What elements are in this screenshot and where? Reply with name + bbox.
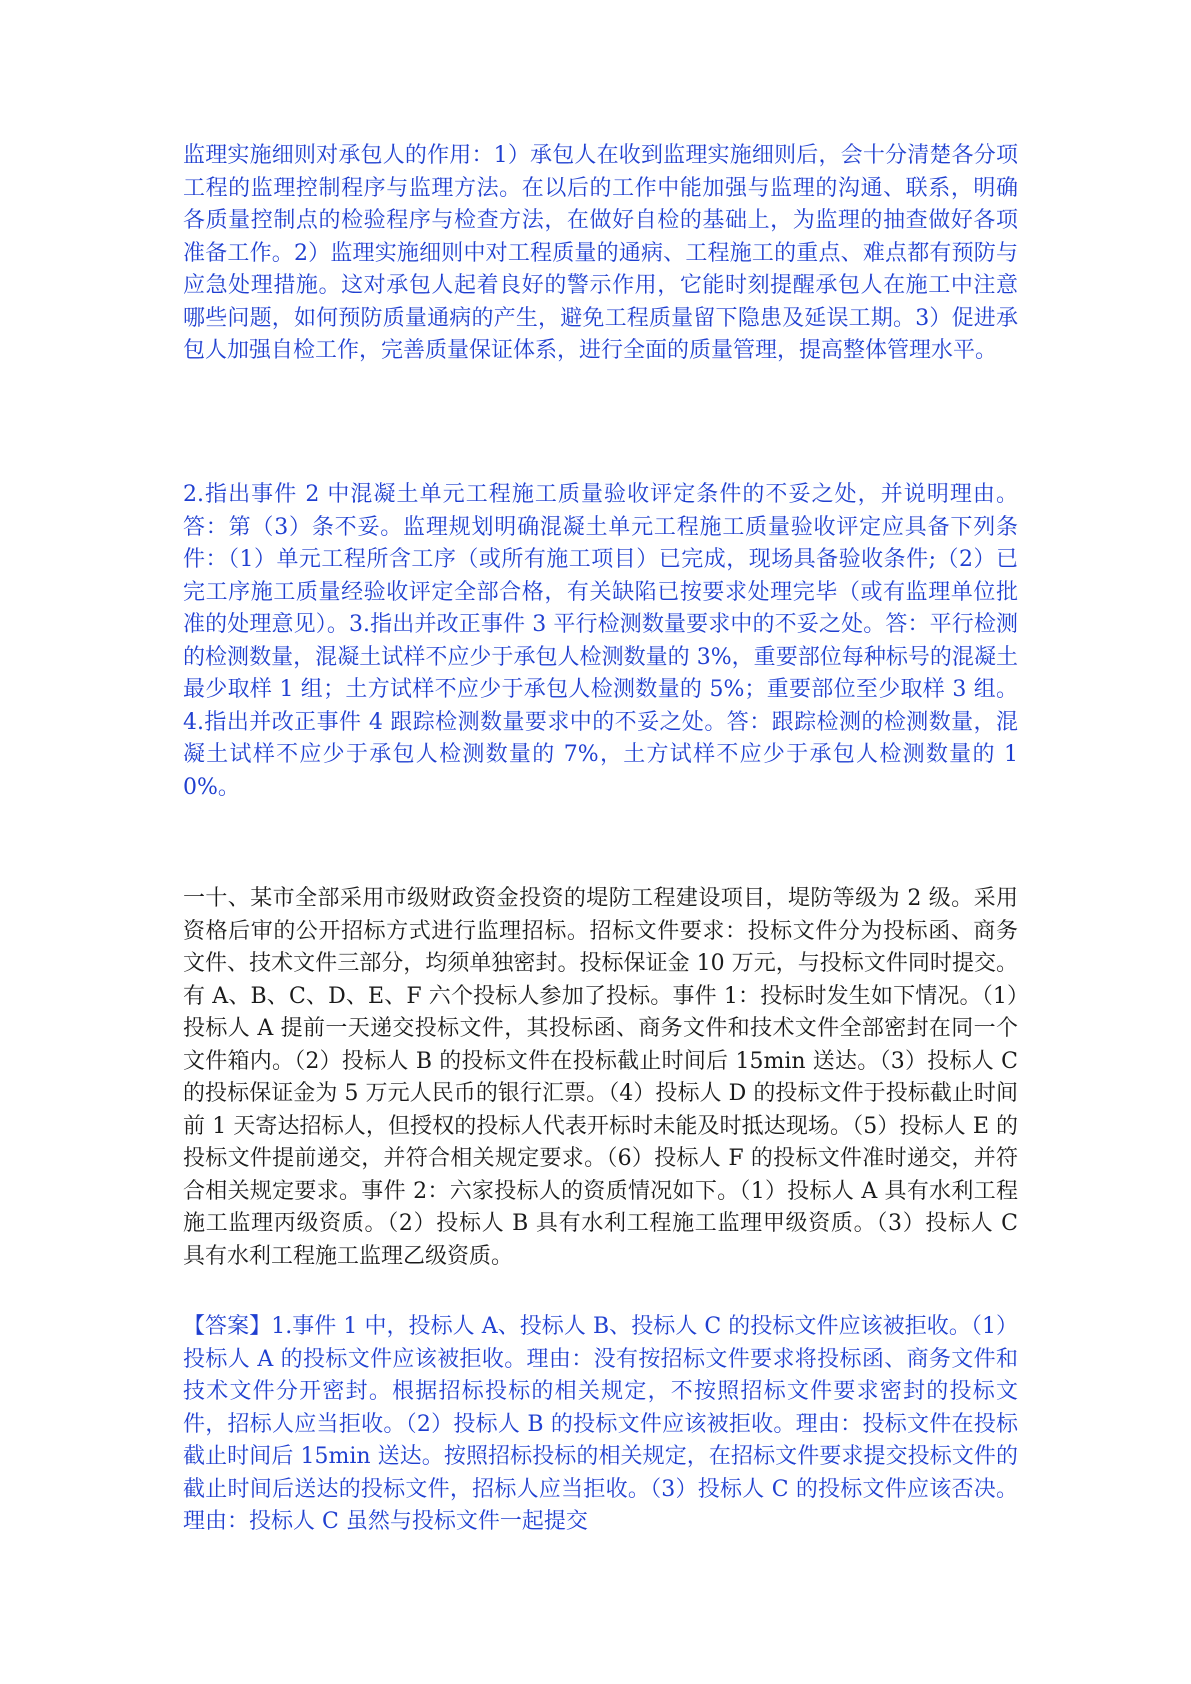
answer-paragraph-supervision-role: 监理实施细则对承包人的作用：1）承包人在收到监理实施细则后，会十分清楚各分项工程的监理控制程序与监理方法。在以后的工作中能加强与监理的沟通、联系，明确各质量控制点的检验程序与检查方法，在做好自检的基础上，为监理的抽查做好各项准备工作。2）监理实施细则中对工程质量的通病、工程施工的重点、难点都有预防与应急处理措施。这对承包人起着良好的警示作用，它能时刻提醒承包人在施工中注意哪些问题，如何预防质量通病的产生，避免工程质量留下隐患及延误工期。3）促进承包人加强自检工作，完善质量保证体系，进行全面的质量管理，提高整体管理水平。 — [183, 143, 1018, 363]
answer-paragraph-events-2-4: 2.指出事件 2 中混凝土单元工程施工质量验收评定条件的不妥之处，并说明理由。答：第（3）条不妥。监理规划明确混凝土单元工程施工质量验收评定应具备下列条件：（1）单元工程所含工序（或所有施工项目）已完成，现场具备验收条件;（2）已完工序施工质量经验收评定全部合格，有关缺陷已按要求处理完毕（或有监理单位批准的处理意见）。3.指出并改正事件 3 平行检测数量要求中的不妥之处。答：平行检测的检测数量，混凝土试样不应少于承包人检测数量的 3%，重要部位每种标号的混凝土最少取样 1 组；土方试样不应少于承包人检测数量的 5%；重要部位至少取样 3 组。4.指出并改正事件 4 跟踪检测数量要求中的不妥之处。答：跟踪检测的检测数量，混凝土试样不应少于承包人检测数量的 7%，土方试样不应少于承包人检测数量的 10%。 — [183, 482, 1018, 800]
answer-paragraph-question-10: 【答案】1.事件 1 中，投标人 A、投标人 B、投标人 C 的投标文件应该被拒收。（1）投标人 A 的投标文件应该被拒收。理由：没有按招标文件要求将投标函、商务文件和技术文件分开密封。根据招标投标的相关规定，不按照招标文件要求密封的投标文件，招标人应当拒收。（2）投标人 B 的投标文件应该被拒收。理由：投标文件在投标截止时间后 15min 送达。按照招标投标的相关规定，在招标文件要求提交投标文件的截止时间后送达的投标文件，招标人应当拒收。（3）投标人 C 的投标文件应该否决。理由：投标人 C 虽然与投标文件一起提交 — [183, 1314, 1018, 1534]
question-paragraph-10: 一十、某市全部采用市级财政资金投资的堤防工程建设项目，堤防等级为 2 级。采用资格后审的公开招标方式进行监理招标。招标文件要求：投标文件分为投标函、商务文件、技术文件三部分，均须单独密封。投标保证金 10 万元，与投标文件同时提交。有 A、B、C、D、E、F 六个投标人参加了投标。事件 1：投标时发生如下情况。（1）投标人 A 提前一天递交投标文件，其投标函、商务文件和技术文件全部密封在同一个文件箱内。（2）投标人 B 的投标文件在投标截止时间后 15min 送达。（3）投标人 C 的投标保证金为 5 万元人民币的银行汇票。（4）投标人 D 的投标文件于投标截止时间前 1 天寄达招标人，但授权的投标人代表开标时未能及时抵达现场。（5）投标人 E 的投标文件提前递交，并符合相关规定要求。（6）投标人 F 的投标文件准时递交，并符合相关规定要求。事件 2：六家投标人的资质情况如下。（1）投标人 A 具有水利工程施工监理丙级资质。（2）投标人 B 具有水利工程施工监理甲级资质。（3）投标人 C 具有水利工程施工监理乙级资质。 — [183, 886, 1018, 1269]
